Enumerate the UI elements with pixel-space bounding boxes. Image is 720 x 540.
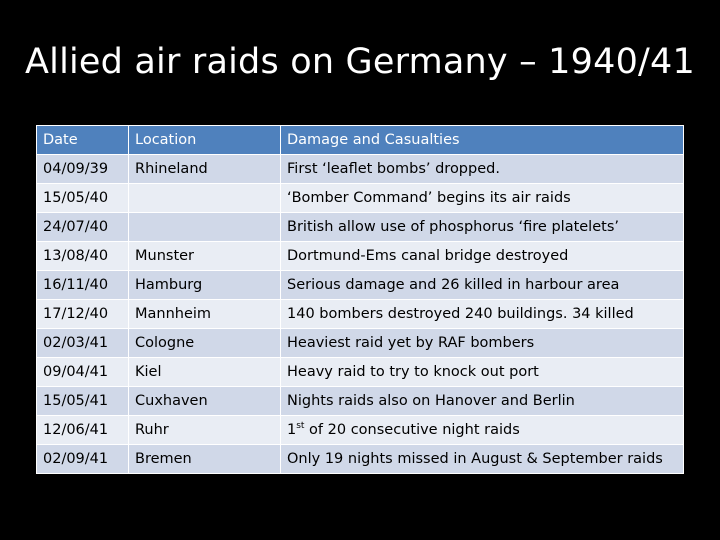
header-damage: Damage and Casualties xyxy=(281,126,684,155)
cell-damage: Dortmund-Ems canal bridge destroyed xyxy=(281,242,684,271)
cell-location: Rhineland xyxy=(129,155,281,184)
air-raids-table xyxy=(36,125,684,474)
cell-location: Munster xyxy=(129,242,281,271)
cell-date: 16/11/40 xyxy=(37,271,129,300)
table-row xyxy=(37,184,684,213)
cell-damage: ‘Bomber Command’ begins its air raids xyxy=(281,184,684,213)
table-row xyxy=(37,242,684,271)
table-header-row xyxy=(37,126,684,155)
cell-damage: Heaviest raid yet by RAF bombers xyxy=(281,329,684,358)
header-location: Location xyxy=(129,126,281,155)
cell-date: 13/08/40 xyxy=(37,242,129,271)
cell-location: Mannheim xyxy=(129,300,281,329)
cell-date: 15/05/40 xyxy=(37,184,129,213)
cell-date: 17/12/40 xyxy=(37,300,129,329)
cell-location xyxy=(129,213,281,242)
cell-date: 02/09/41 xyxy=(37,445,129,474)
cell-location: Cologne xyxy=(129,329,281,358)
cell-location: Ruhr xyxy=(129,416,281,445)
cell-location: Bremen xyxy=(129,445,281,474)
table-row xyxy=(37,416,684,445)
cell-location xyxy=(129,184,281,213)
damage-suffix: of 20 consecutive night raids xyxy=(304,422,520,438)
cell-damage: British allow use of phosphorus ‘fire platelets’ xyxy=(281,213,684,242)
cell-date: 15/05/41 xyxy=(37,387,129,416)
cell-date: 09/04/41 xyxy=(37,358,129,387)
table-row xyxy=(37,155,684,184)
cell-date: 02/03/41 xyxy=(37,329,129,358)
table-row xyxy=(37,445,684,474)
cell-damage: Only 19 nights missed in August & September raids xyxy=(281,445,684,474)
table-row xyxy=(37,271,684,300)
cell-damage: 140 bombers destroyed 240 buildings. 34 killed xyxy=(281,300,684,329)
table-row xyxy=(37,300,684,329)
damage-prefix: 1 xyxy=(287,422,297,438)
table-row xyxy=(37,329,684,358)
cell-damage xyxy=(281,416,684,445)
cell-damage: Nights raids also on Hanover and Berlin xyxy=(281,387,684,416)
ordinal-suffix: st xyxy=(296,421,305,432)
cell-damage: Serious damage and 26 killed in harbour area xyxy=(281,271,684,300)
cell-location: Cuxhaven xyxy=(129,387,281,416)
table-row xyxy=(37,213,684,242)
cell-date: 24/07/40 xyxy=(37,213,129,242)
cell-damage: First ‘leaflet bombs’ dropped. xyxy=(281,155,684,184)
cell-location: Hamburg xyxy=(129,271,281,300)
slide-title: Allied air raids on Germany – 1940/41 xyxy=(25,42,695,82)
table-row xyxy=(37,387,684,416)
cell-date: 12/06/41 xyxy=(37,416,129,445)
cell-location: Kiel xyxy=(129,358,281,387)
cell-date: 04/09/39 xyxy=(37,155,129,184)
header-date: Date xyxy=(37,126,129,155)
cell-damage: Heavy raid to try to knock out port xyxy=(281,358,684,387)
table-row xyxy=(37,358,684,387)
